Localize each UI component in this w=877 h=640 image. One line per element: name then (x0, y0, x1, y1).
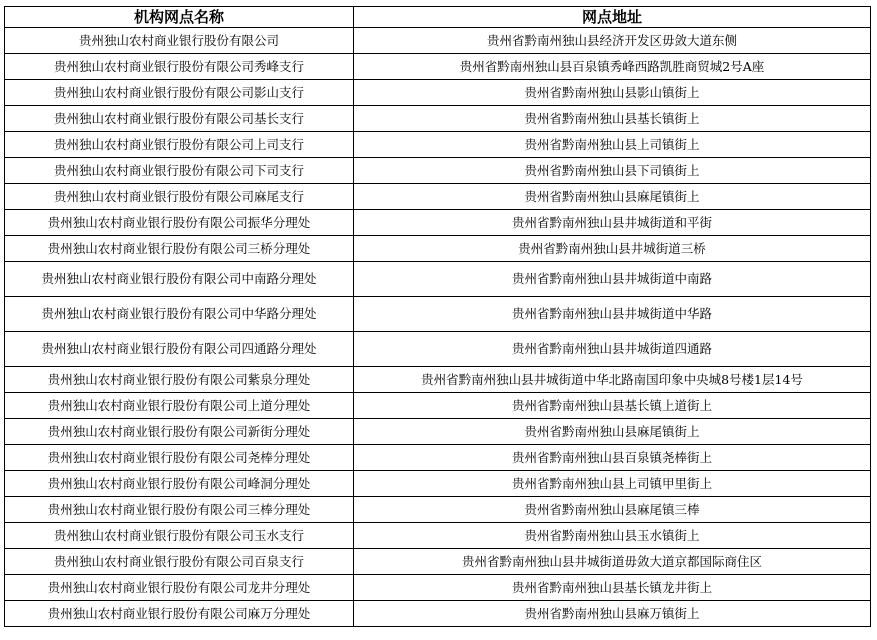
table-row (5, 132, 871, 158)
branch-name-cell: 贵州独山农村商业银行股份有限公司三棒分理处 (5, 497, 354, 523)
branch-name-cell: 贵州独山农村商业银行股份有限公司下司支行 (5, 158, 354, 184)
branch-address-cell: 贵州省黔南州独山县井城街道四通路 (354, 332, 871, 367)
branch-name-cell: 贵州独山农村商业银行股份有限公司四通路分理处 (5, 332, 354, 367)
branch-name-cell: 贵州独山农村商业银行股份有限公司尧棒分理处 (5, 445, 354, 471)
branch-name-cell: 贵州独山农村商业银行股份有限公司振华分理处 (5, 210, 354, 236)
table-row (5, 393, 871, 419)
table-row (5, 497, 871, 523)
branch-name-cell: 贵州独山农村商业银行股份有限公司玉水支行 (5, 523, 354, 549)
table-row (5, 28, 871, 54)
branch-name-cell: 贵州独山农村商业银行股份有限公司上司支行 (5, 132, 354, 158)
table-row (5, 523, 871, 549)
branch-address-cell: 贵州省黔南州独山县基长镇龙井街上 (354, 575, 871, 601)
branch-name-cell: 贵州独山农村商业银行股份有限公司新街分理处 (5, 419, 354, 445)
branch-name-cell: 贵州独山农村商业银行股份有限公司上道分理处 (5, 393, 354, 419)
branch-address-cell: 贵州省黔南州独山县麻尾镇三棒 (354, 497, 871, 523)
branch-address-cell: 贵州省黔南州独山县影山镇街上 (354, 80, 871, 106)
header-branch-name: 机构网点名称 (5, 7, 354, 28)
branch-name-cell: 贵州独山农村商业银行股份有限公司龙井分理处 (5, 575, 354, 601)
branch-address-cell: 贵州省黔南州独山县上司镇街上 (354, 132, 871, 158)
branch-address-cell: 贵州省黔南州独山县井城街道毋敛大道京都国际商住区 (354, 549, 871, 575)
branch-name-cell: 贵州独山农村商业银行股份有限公司紫泉分理处 (5, 367, 354, 393)
branch-address-cell: 贵州省黔南州独山县井城街道中华路 (354, 297, 871, 332)
branch-name-cell: 贵州独山农村商业银行股份有限公司影山支行 (5, 80, 354, 106)
branch-address-cell: 贵州省黔南州独山县百泉镇尧棒街上 (354, 445, 871, 471)
branch-address-table (4, 6, 871, 627)
header-branch-address: 网点地址 (354, 7, 871, 28)
branch-name-cell: 贵州独山农村商业银行股份有限公司麻尾支行 (5, 184, 354, 210)
branch-address-cell: 贵州省黔南州独山县上司镇甲里街上 (354, 471, 871, 497)
branch-name-cell: 贵州独山农村商业银行股份有限公司百泉支行 (5, 549, 354, 575)
branch-address-cell: 贵州省黔南州独山县玉水镇街上 (354, 523, 871, 549)
branch-address-cell: 贵州省黔南州独山县经济开发区毋敛大道东侧 (354, 28, 871, 54)
branch-address-cell: 贵州省黔南州独山县井城街道三桥 (354, 236, 871, 262)
table-row (5, 236, 871, 262)
table-header-row (5, 7, 871, 28)
branch-address-cell: 贵州省黔南州独山县基长镇街上 (354, 106, 871, 132)
table-row (5, 575, 871, 601)
table-row (5, 367, 871, 393)
table-row (5, 445, 871, 471)
branch-name-cell: 贵州独山农村商业银行股份有限公司麻万分理处 (5, 601, 354, 627)
branch-address-cell: 贵州省黔南州独山县麻万镇街上 (354, 601, 871, 627)
table-row (5, 601, 871, 627)
table-row (5, 297, 871, 332)
branch-name-cell: 贵州独山农村商业银行股份有限公司三桥分理处 (5, 236, 354, 262)
branch-name-cell: 贵州独山农村商业银行股份有限公司秀峰支行 (5, 54, 354, 80)
table-body (5, 28, 871, 627)
branch-address-cell: 贵州省黔南州独山县基长镇上道街上 (354, 393, 871, 419)
branch-name-cell: 贵州独山农村商业银行股份有限公司峰洞分理处 (5, 471, 354, 497)
table-row (5, 210, 871, 236)
branch-address-cell: 贵州省黔南州独山县井城街道中华北路南国印象中央城8号楼1层14号 (354, 367, 871, 393)
table-row (5, 54, 871, 80)
table-row (5, 158, 871, 184)
branch-name-cell: 贵州独山农村商业银行股份有限公司中华路分理处 (5, 297, 354, 332)
branch-address-cell: 贵州省黔南州独山县井城街道和平街 (354, 210, 871, 236)
branch-name-cell: 贵州独山农村商业银行股份有限公司基长支行 (5, 106, 354, 132)
table-row (5, 80, 871, 106)
table-row (5, 419, 871, 445)
branch-address-cell: 贵州省黔南州独山县麻尾镇街上 (354, 419, 871, 445)
table-row (5, 471, 871, 497)
branch-address-cell: 贵州省黔南州独山县井城街道中南路 (354, 262, 871, 297)
branch-name-cell: 贵州独山农村商业银行股份有限公司中南路分理处 (5, 262, 354, 297)
table-row (5, 332, 871, 367)
branch-address-cell: 贵州省黔南州独山县麻尾镇街上 (354, 184, 871, 210)
table-row (5, 549, 871, 575)
branch-address-cell: 贵州省黔南州独山县下司镇街上 (354, 158, 871, 184)
table-row (5, 262, 871, 297)
table-row (5, 184, 871, 210)
table-row (5, 106, 871, 132)
branch-address-cell: 贵州省黔南州独山县百泉镇秀峰西路凯胜商贸城2号A座 (354, 54, 871, 80)
branch-name-cell: 贵州独山农村商业银行股份有限公司 (5, 28, 354, 54)
